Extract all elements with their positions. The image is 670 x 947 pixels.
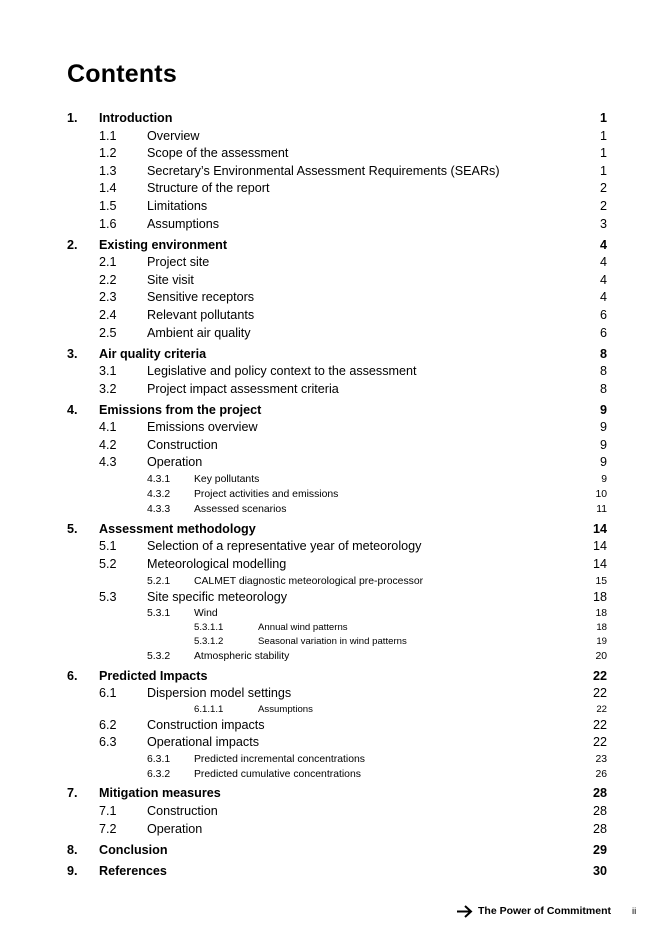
toc-entry-number: 1.6: [99, 216, 117, 231]
toc-entry[interactable]: [67, 402, 607, 420]
toc-entry-number: 2.: [67, 237, 78, 252]
toc-entry-page: 23: [595, 753, 607, 765]
toc-entry[interactable]: [67, 767, 607, 782]
toc-entry-page: 18: [595, 608, 607, 620]
toc-entry-title: Meteorological modelling: [147, 556, 287, 571]
toc-entry-number: 1.2: [99, 146, 117, 161]
toc-entry-number: 1.: [67, 111, 78, 125]
toc-entry[interactable]: [67, 821, 607, 839]
toc-entry-number: 6.1.1.1: [194, 703, 224, 715]
toc-entry-number: 2.2: [99, 272, 117, 287]
toc-entry-number: 1.5: [99, 198, 117, 213]
toc-entry[interactable]: [67, 254, 607, 272]
toc-entry-title: Wind: [194, 608, 218, 620]
toc-entry[interactable]: [67, 145, 607, 163]
tagline-text: The Power of Commitment: [478, 905, 612, 917]
toc-entry[interactable]: [67, 685, 607, 703]
toc-entry-title: Construction impacts: [147, 717, 265, 732]
toc-entry-page: 1: [599, 163, 607, 178]
toc-entry-number: 5.1: [99, 539, 117, 554]
toc-entry-title: Atmospheric stability: [194, 651, 290, 663]
toc-entry[interactable]: [67, 502, 607, 517]
toc-entry[interactable]: [67, 237, 607, 255]
toc-entry-title: Seasonal variation in wind patterns: [258, 636, 407, 648]
toc-entry-page: 22: [592, 717, 607, 732]
toc-entry-number: 5.: [67, 521, 78, 536]
toc-entry-page: 19: [596, 636, 607, 648]
toc-entry[interactable]: [67, 621, 607, 635]
toc-entry-number: 4.2: [99, 437, 117, 452]
toc-entry[interactable]: [67, 472, 607, 487]
toc-entry-number: 5.3.1.1: [194, 622, 224, 634]
toc-entry-number: 7.: [67, 786, 78, 801]
toc-entry-title: Key pollutants: [194, 474, 260, 486]
toc-entry[interactable]: [67, 589, 607, 607]
toc-entry-page: 29: [592, 842, 607, 857]
toc-entry-number: 7.1: [99, 803, 117, 818]
toc-entry[interactable]: [67, 381, 607, 399]
toc-entry[interactable]: [67, 110, 607, 128]
toc-entry-title: Construction: [147, 803, 218, 818]
toc-entry[interactable]: [67, 307, 607, 325]
arrow-right-icon: [456, 905, 473, 918]
toc-entry-title: Limitations: [147, 198, 208, 213]
toc-entry-title: Operational impacts: [147, 735, 259, 750]
toc-entry[interactable]: [67, 216, 607, 234]
toc-entry-page: 9: [599, 420, 607, 435]
toc-entry-page: 4: [599, 272, 607, 287]
toc-entry-title: Assessed scenarios: [194, 504, 287, 516]
toc-entry-number: 5.3.1: [147, 608, 171, 620]
toc-entry-title: Air quality criteria: [99, 346, 207, 361]
page-title: Contents: [67, 60, 177, 88]
toc-entry-page: 8: [599, 364, 607, 379]
toc-entry-number: 4.3.1: [147, 474, 171, 486]
toc-entry-page: 9: [599, 402, 607, 417]
toc-entry-title: Dispersion model settings: [147, 686, 292, 701]
toc-entry-title: Legislative and policy context to the assessment: [147, 364, 417, 379]
toc-entry-page: 22: [592, 668, 607, 683]
toc-entry-page: 20: [595, 651, 607, 663]
toc-entry[interactable]: [67, 128, 607, 146]
toc-entry-number: 2.4: [99, 307, 117, 322]
toc-entry-number: 6.: [67, 668, 78, 683]
toc-entry-title: CALMET diagnostic meteorological pre-processor: [194, 575, 424, 587]
toc-entry-page: 22: [592, 735, 607, 750]
toc-entry-number: 4.3.3: [147, 504, 171, 516]
toc-entry-title: Scope of the assessment: [147, 146, 289, 161]
toc-entry-title: Construction: [147, 437, 218, 452]
toc-entry-title: Project activities and emissions: [194, 489, 339, 501]
toc-entry-title: Operation: [147, 455, 203, 470]
toc-entry-title: Operation: [147, 821, 203, 836]
toc-entry-page: 30: [592, 863, 607, 878]
toc-entry-page: 1: [599, 128, 607, 143]
toc-entry[interactable]: [67, 454, 607, 472]
toc-entry[interactable]: [67, 717, 607, 735]
toc-entry-page: 28: [592, 803, 607, 818]
toc-entry[interactable]: [67, 635, 607, 649]
toc-entry-page: 3: [599, 216, 607, 231]
toc-entry-title: Site visit: [147, 272, 194, 287]
toc-entry-page: 11: [596, 504, 607, 516]
toc-entry-page: 22: [592, 686, 607, 701]
toc-entry-page: 8: [599, 381, 607, 396]
toc-entry-number: 5.2: [99, 556, 117, 571]
toc-entry-title: Emissions overview: [147, 420, 258, 435]
toc-entry[interactable]: [67, 574, 607, 589]
toc-entry-number: 1.4: [99, 181, 117, 196]
toc-entry[interactable]: [67, 346, 607, 364]
toc-entry[interactable]: [67, 419, 607, 437]
toc-entry-page: 9: [599, 437, 607, 452]
toc-entry[interactable]: [67, 842, 607, 860]
toc-entry-page: 9: [599, 455, 607, 470]
toc-entry-number: 6.2: [99, 717, 117, 732]
toc-entry-title: Structure of the report: [147, 181, 270, 196]
toc-entry-title: References: [99, 863, 167, 878]
toc-entry[interactable]: [67, 198, 607, 216]
toc-entry[interactable]: [67, 325, 607, 343]
toc-entry[interactable]: [67, 538, 607, 556]
toc-entry-page: 14: [592, 556, 607, 571]
toc-entry-page: 18: [592, 589, 607, 604]
toc-entry-page: 22: [596, 703, 607, 715]
toc-entry-number: 4.3: [99, 455, 117, 470]
toc-entry-page: 28: [592, 821, 607, 836]
toc-entry-title: Selection of a representative year of meteorology: [147, 539, 422, 554]
toc-entry[interactable]: [67, 437, 607, 455]
toc-entry-title: Assumptions: [258, 703, 313, 715]
toc-entry[interactable]: [67, 289, 607, 307]
toc-entry-page: 6: [599, 325, 607, 340]
toc-entry-page: 1: [599, 111, 607, 125]
toc-entry-page: 14: [592, 521, 607, 536]
toc-entry-number: 6.3.1: [147, 753, 171, 765]
toc-entry-page: 2: [599, 198, 607, 213]
toc-entry[interactable]: [67, 272, 607, 290]
toc-entry[interactable]: [67, 363, 607, 381]
toc-entry-page: 1: [599, 146, 607, 161]
toc-entry-number: 1.1: [99, 128, 117, 143]
toc-entry-number: 5.2.1: [147, 575, 171, 587]
toc-entry-page: 4: [599, 290, 607, 305]
toc-entry-title: Ambient air quality: [147, 325, 251, 340]
toc-entry-number: 2.5: [99, 325, 117, 340]
toc-entry-number: 7.2: [99, 821, 117, 836]
toc-entry[interactable]: [67, 180, 607, 198]
toc-entry-page: 18: [596, 622, 607, 634]
toc-entry-title: Site specific meteorology: [147, 589, 287, 604]
toc-entry[interactable]: [67, 752, 607, 767]
toc-entry-page: 15: [595, 575, 607, 587]
toc-entry[interactable]: [67, 521, 607, 539]
toc-entry-title: Sensitive receptors: [147, 290, 255, 305]
toc-entry-page: 14: [592, 539, 607, 554]
toc-entry[interactable]: [67, 803, 607, 821]
toc-entry-number: 6.3: [99, 735, 117, 750]
toc-entry-page: 28: [592, 786, 607, 801]
footer-tagline: [456, 902, 611, 920]
toc-entry[interactable]: [67, 703, 607, 717]
toc-entry-number: 5.3.2: [147, 651, 171, 663]
toc-entry[interactable]: [67, 785, 607, 803]
toc-entry-number: 3.: [67, 346, 78, 361]
toc-entry-title: Predicted incremental concentrations: [194, 753, 365, 765]
toc-entry[interactable]: [67, 163, 607, 181]
toc-entry-title: Predicted cumulative concentrations: [194, 768, 361, 780]
toc-entry-number: 3.1: [99, 364, 117, 379]
toc-entry-number: 4.: [67, 402, 78, 417]
toc-entry[interactable]: [67, 556, 607, 574]
toc-entry-title: Conclusion: [99, 842, 168, 857]
toc-entry[interactable]: [67, 734, 607, 752]
toc-entry[interactable]: [67, 668, 607, 686]
table-of-contents: [67, 110, 607, 880]
toc-entry-title: Emissions from the project: [99, 402, 262, 417]
toc-entry-page: 26: [595, 768, 607, 780]
toc-entry-number: 1.3: [99, 163, 117, 178]
toc-entry-page: 10: [595, 489, 607, 501]
toc-entry-number: 3.2: [99, 381, 117, 396]
toc-entry-title: Predicted Impacts: [99, 668, 208, 683]
toc-entry-number: 6.1: [99, 686, 117, 701]
toc-entry-title: Existing environment: [99, 237, 228, 252]
toc-entry-title: Secretary’s Environmental Assessment Requirements (SEARs): [147, 163, 500, 178]
toc-entry-title: Assessment methodology: [99, 521, 256, 536]
toc-entry-page: 8: [599, 346, 607, 361]
toc-entry-title: Assumptions: [147, 216, 220, 231]
toc-entry-number: 4.1: [99, 420, 117, 435]
toc-entry-title: Mitigation measures: [99, 786, 221, 801]
toc-entry-title: Annual wind patterns: [258, 622, 348, 634]
toc-entry-page: 6: [599, 307, 607, 322]
toc-entry-number: 6.3.2: [147, 768, 171, 780]
page-number: ii: [632, 906, 637, 917]
toc-entry[interactable]: [67, 606, 607, 621]
toc-entry-title: Introduction: [99, 111, 173, 125]
toc-entry-title: Relevant pollutants: [147, 307, 255, 322]
toc-entry-number: 5.3.1.2: [194, 636, 224, 648]
toc-entry-page: 2: [599, 181, 607, 196]
toc-entry-number: 9.: [67, 863, 78, 878]
toc-entry-number: 2.1: [99, 255, 117, 270]
toc-entry-number: 2.3: [99, 290, 117, 305]
toc-entry-title: Overview: [147, 128, 200, 143]
toc-entry-number: 4.3.2: [147, 489, 171, 501]
toc-entry-page: 4: [599, 255, 607, 270]
toc-entry-page: 9: [601, 474, 607, 486]
toc-entry[interactable]: [67, 649, 607, 664]
toc-entry-number: 8.: [67, 842, 78, 857]
toc-entry-page: 4: [599, 237, 607, 252]
toc-entry[interactable]: [67, 487, 607, 502]
toc-entry-number: 5.3: [99, 589, 117, 604]
toc-entry[interactable]: [67, 863, 607, 881]
toc-entry-title: Project site: [147, 255, 210, 270]
toc-entry-title: Project impact assessment criteria: [147, 381, 339, 396]
